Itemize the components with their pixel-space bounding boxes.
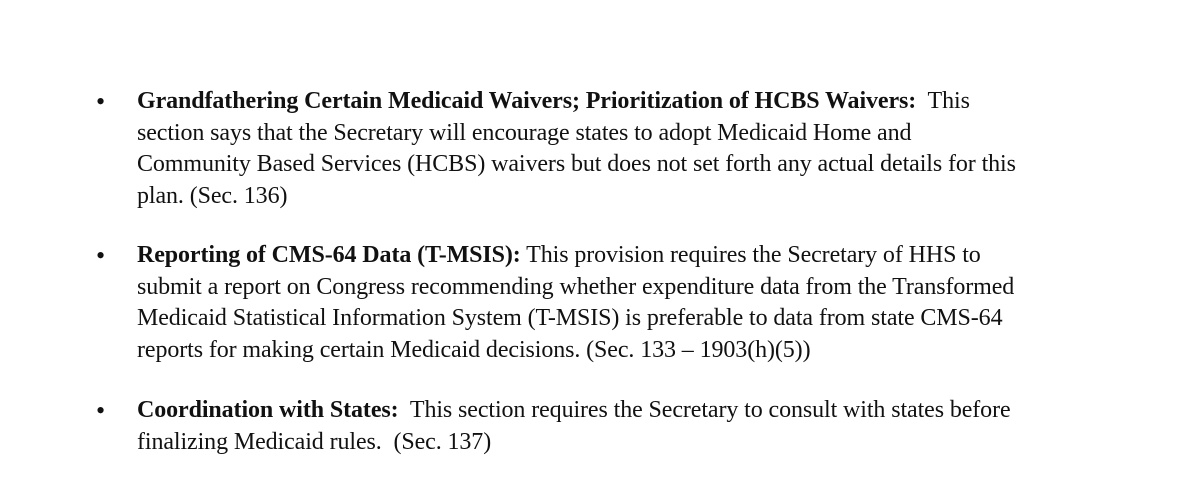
bullet-line: This: [916, 88, 970, 114]
bullet-glyph: •: [96, 396, 106, 425]
bullet-line: section says that the Secretary will encourage states to adopt Medicaid Home and: [137, 119, 912, 146]
bullet-text: [137, 395, 1147, 458]
bullet-heading: Grandfathering Certain Medicaid Waivers; Prioritization of HCBS Waivers:: [137, 88, 917, 114]
bullet-line: This section requires the Secretary to consult with states before: [398, 397, 1011, 423]
bullet-glyph: •: [96, 87, 106, 116]
bullet-first-line: [137, 86, 1147, 118]
bullet-line: Community Based Services (HCBS) waivers but does not set forth any actual details for this: [137, 151, 1016, 177]
bullet-line: reports for making certain Medicaid decisions. (Sec. 133 – 1903(h)(5)): [137, 336, 811, 363]
bullet-line: submit a report on Congress recommending whether expenditure data from the Transformed: [137, 273, 1015, 300]
bullet-heading: Reporting of CMS-64 Data (T-MSIS):: [137, 242, 521, 268]
bullet-text: [137, 86, 1147, 212]
bullet-line: finalizing Medicaid rules. (Sec. 137): [137, 428, 492, 455]
bullet-heading: Coordination with States:: [137, 397, 399, 423]
bullet-line: This provision requires the Secretary of HHS to: [520, 242, 981, 268]
bullet-glyph: •: [96, 241, 106, 270]
bullet-first-line: [137, 240, 1147, 272]
bullet-text: [137, 240, 1147, 366]
bullet-line: plan. (Sec. 136): [137, 182, 288, 209]
bullet-first-line: [137, 395, 1147, 427]
bullet-line: Medicaid Statistical Information System (T-MSIS) is preferable to data from state CMS-64: [137, 305, 1003, 331]
